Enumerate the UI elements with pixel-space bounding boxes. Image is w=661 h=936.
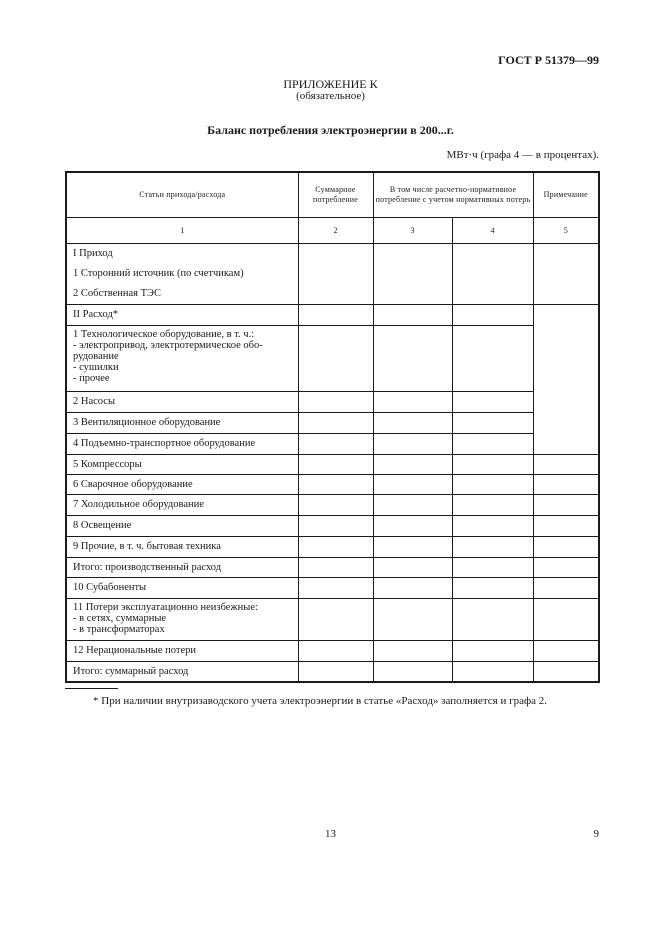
value-cell[interactable] [373, 304, 452, 325]
value-cell[interactable] [298, 577, 373, 598]
value-cell[interactable] [452, 661, 533, 682]
row-label: Итого: суммарный расход [66, 661, 298, 682]
row-label: - в сетях, суммарные [73, 612, 167, 624]
value-cell[interactable] [452, 454, 533, 474]
note-cell[interactable] [533, 304, 599, 454]
value-cell[interactable] [298, 433, 373, 454]
column-number: 1 [66, 217, 298, 243]
value-cell[interactable] [452, 391, 533, 412]
row-label: 3 Вентиляционное оборудование [66, 412, 298, 433]
value-cell[interactable] [452, 515, 533, 536]
column-number: 5 [533, 217, 599, 243]
header-note: Примечание [533, 172, 599, 217]
footnote-divider [65, 688, 118, 689]
value-cell[interactable] [298, 598, 373, 640]
table-row [66, 325, 599, 391]
value-cell[interactable] [298, 243, 373, 304]
page-number-right: 9 [593, 828, 599, 840]
row-label: - в трансформаторах [73, 623, 165, 635]
note-cell[interactable] [533, 454, 599, 474]
value-cell[interactable] [373, 454, 452, 474]
header-normative-consumption: В том числе расчетно-нормативное потребление с учетом нормативных потерь [373, 172, 533, 217]
table-row [66, 661, 599, 682]
value-cell[interactable] [373, 661, 452, 682]
value-cell[interactable] [373, 494, 452, 515]
value-cell[interactable] [373, 577, 452, 598]
value-cell[interactable] [452, 640, 533, 661]
value-cell[interactable] [452, 536, 533, 557]
value-cell[interactable] [298, 474, 373, 494]
row-label-multiline [66, 598, 298, 640]
column-number: 4 [452, 217, 533, 243]
value-cell[interactable] [298, 557, 373, 577]
row-label: II Расход* [66, 304, 298, 325]
note-cell[interactable] [533, 515, 599, 536]
value-cell[interactable] [373, 536, 452, 557]
value-cell[interactable] [373, 515, 452, 536]
note-cell[interactable] [533, 536, 599, 557]
value-cell[interactable] [452, 325, 533, 391]
header-items: Статьи прихода/расхода [66, 172, 298, 217]
note-cell[interactable] [533, 494, 599, 515]
value-cell[interactable] [452, 243, 533, 304]
row-label: рудование [73, 350, 119, 362]
row-label-multiline [66, 325, 298, 391]
row-label: - прочее [73, 372, 110, 384]
value-cell[interactable] [452, 557, 533, 577]
appendix-title: ПРИЛОЖЕНИЕ К [283, 77, 378, 91]
value-cell[interactable] [373, 433, 452, 454]
value-cell[interactable] [298, 391, 373, 412]
note-cell[interactable] [533, 598, 599, 640]
table-row [66, 412, 599, 433]
table-row [66, 515, 599, 536]
row-label: 7 Холодильное оборудование [66, 494, 298, 515]
column-number-row [66, 217, 599, 243]
table-row [66, 304, 599, 325]
income-group-label [66, 243, 298, 304]
value-cell[interactable] [298, 454, 373, 474]
note-cell[interactable] [533, 243, 599, 304]
value-cell[interactable] [298, 515, 373, 536]
table-row [66, 433, 599, 454]
table-row [66, 577, 599, 598]
value-cell[interactable] [452, 304, 533, 325]
row-label: - сушилки [73, 361, 119, 373]
table-row [66, 454, 599, 474]
row-label: 6 Сварочное оборудование [66, 474, 298, 494]
column-number: 3 [373, 217, 452, 243]
row-label: Итого: производственный расход [66, 557, 298, 577]
value-cell[interactable] [452, 474, 533, 494]
value-cell[interactable] [298, 412, 373, 433]
table-row [66, 391, 599, 412]
value-cell[interactable] [452, 433, 533, 454]
value-cell[interactable] [452, 494, 533, 515]
row-label: 2 Насосы [66, 391, 298, 412]
value-cell[interactable] [298, 494, 373, 515]
header-total-consumption: Суммарное потребление [298, 172, 373, 217]
document-number: ГОСТ Р 51379—99 [498, 53, 599, 67]
table-row [66, 536, 599, 557]
value-cell[interactable] [298, 304, 373, 325]
units-note: МВт·ч (графа 4 — в процентах). [446, 149, 599, 161]
value-cell[interactable] [298, 661, 373, 682]
value-cell[interactable] [298, 536, 373, 557]
value-cell[interactable] [373, 474, 452, 494]
value-cell[interactable] [373, 243, 452, 304]
balance-table [65, 171, 600, 683]
row-label: 10 Субабоненты [66, 577, 298, 598]
appendix-note: (обязательное) [296, 90, 365, 102]
row-label: 8 Освещение [66, 515, 298, 536]
row-label: 5 Компрессоры [66, 454, 298, 474]
row-label: 11 Потери эксплуатационно неизбежные: [73, 601, 258, 613]
row-label: 1 Технологическое оборудование, в т. ч.: [73, 328, 255, 340]
table-title: Баланс потребления электроэнергии в 200...г. [207, 123, 454, 137]
page-number-center: 13 [325, 828, 336, 840]
table-header-row [66, 172, 599, 217]
value-cell[interactable] [373, 412, 452, 433]
row-label: I Приход [73, 247, 113, 259]
value-cell[interactable] [452, 412, 533, 433]
note-cell[interactable] [533, 557, 599, 577]
row-label: 12 Нерациональные потери [66, 640, 298, 661]
table-row [66, 598, 599, 640]
row-label: 9 Прочие, в т. ч. бытовая техника [66, 536, 298, 557]
note-cell[interactable] [533, 474, 599, 494]
value-cell[interactable] [373, 598, 452, 640]
note-cell[interactable] [533, 577, 599, 598]
value-cell[interactable] [373, 325, 452, 391]
note-cell[interactable] [533, 640, 599, 661]
table-row [66, 494, 599, 515]
row-label: 1 Сторонний источник (по счетчикам) [73, 267, 244, 279]
footnote: * При наличии внутризаводского учета электроэнергии в статье «Расход» заполняется и графа 2. [93, 695, 547, 707]
value-cell[interactable] [373, 640, 452, 661]
table-row [66, 640, 599, 661]
table-row [66, 474, 599, 494]
row-label: 2 Собственная ТЭС [73, 287, 161, 299]
table-row [66, 243, 599, 304]
row-label: - электропривод, электротермическое обо- [73, 339, 263, 351]
row-label: 4 Подъемно-транспортное оборудование [66, 433, 298, 454]
value-cell[interactable] [373, 557, 452, 577]
table-row [66, 557, 599, 577]
value-cell[interactable] [373, 391, 452, 412]
column-number: 2 [298, 217, 373, 243]
value-cell[interactable] [452, 577, 533, 598]
value-cell[interactable] [298, 325, 373, 391]
note-cell[interactable] [533, 661, 599, 682]
value-cell[interactable] [298, 640, 373, 661]
value-cell[interactable] [452, 598, 533, 640]
